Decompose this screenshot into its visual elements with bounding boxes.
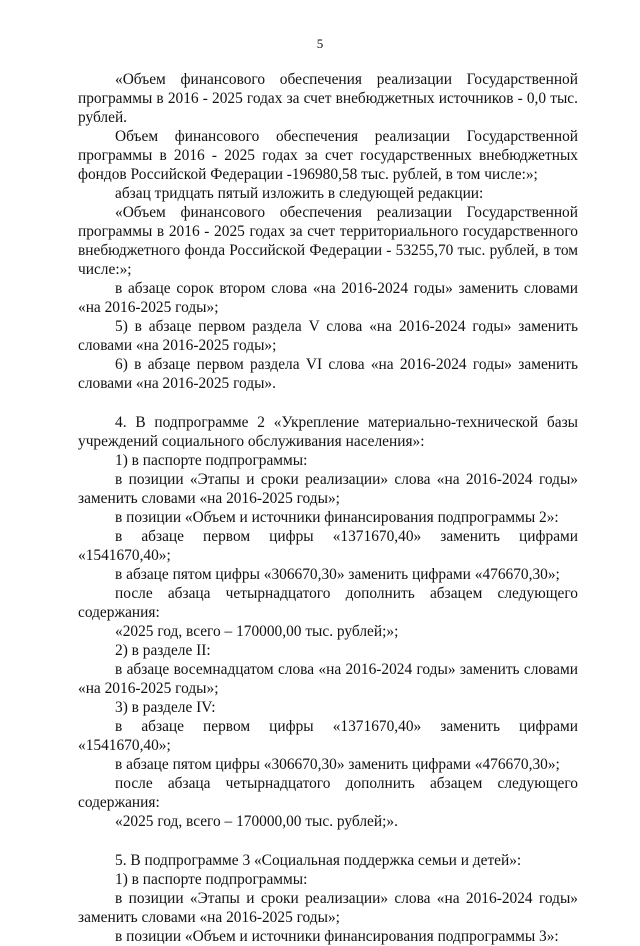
paragraph-9: 1) в паспорте подпрограммы: (115, 452, 308, 469)
paragraph-7: 6) в абзаце первом раздела VI слова «на 2016-2024 годы» заменить словами «на 2016-2025 годы». (78, 356, 578, 392)
paragraph-14: после абзаца четырнадцатого дополнить абзацем следующего содержания: (78, 585, 578, 621)
paragraph-19: в абзаце первом цифры «1371670,40» заменить цифрами «1541670,40»; (78, 718, 578, 754)
paragraph-24: 1) в паспорте подпрограммы: (115, 871, 308, 888)
paragraph-1: «Объем финансового обеспечения реализации Государственной программы в 2016 - 2025 годах за счет внебюджетных источников - 0,0 тыс. рублей. (78, 71, 578, 126)
paragraph-15: «2025 год, всего – 170000,00 тыс. рублей;»; (115, 623, 399, 640)
paragraph-13: в абзаце пятом цифры «306670,30» заменить цифрами «476670,30»; (115, 566, 560, 583)
paragraph-18: 3) в разделе IV: (115, 699, 216, 716)
paragraph-2: Объем финансового обеспечения реализации Государственной программы в 2016 - 2025 годах за счет государственных внебюджетных фондов Российской Федерации -196980,58 тыс. рублей, в том числе:»; (78, 128, 578, 183)
paragraph-25: в позиции «Этапы и сроки реализации» слова «на 2016-2024 годы» заменить словами «на 2016-2025 годы»; (78, 890, 578, 926)
paragraph-6: 5) в абзаце первом раздела V слова «на 2016-2024 годы» заменить словами «на 2016-2025 годы»; (78, 318, 578, 354)
page-number: 5 (316, 36, 324, 51)
paragraph-16: 2) в разделе II: (115, 642, 211, 659)
paragraph-21: после абзаца четырнадцатого дополнить абзацем следующего содержания: (78, 775, 578, 811)
paragraph-17: в абзаце восемнадцатом слова «на 2016-2024 годы» заменить словами «на 2016-2025 годы»; (78, 661, 578, 697)
paragraph-22: «2025 год, всего – 170000,00 тыс. рублей;». (115, 813, 398, 830)
paragraph-10: в позиции «Этапы и сроки реализации» слова «на 2016-2024 годы» заменить словами «на 2016-2025 годы»; (78, 471, 578, 507)
paragraph-20: в абзаце пятом цифры «306670,30» заменить цифрами «476670,30»; (115, 756, 560, 773)
paragraph-5: в абзаце сорок втором слова «на 2016-2024 годы» заменить словами «на 2016-2025 годы»; (78, 280, 578, 316)
paragraph-26: в позиции «Объем и источники финансирования подпрограммы 3»: (115, 928, 559, 945)
section-5-heading: 5. В подпрограмме 3 «Социальная поддержка семьи и детей»: (115, 852, 522, 869)
document-body (78, 70, 578, 946)
paragraph-12: в абзаце первом цифры «1371670,40» заменить цифрами «1541670,40»; (78, 528, 578, 564)
paragraph-11: в позиции «Объем и источники финансирования подпрограммы 2»: (115, 509, 559, 526)
paragraph-3: абзац тридцать пятый изложить в следующей редакции: (115, 185, 484, 202)
section-4-heading: 4. В подпрограмме 2 «Укрепление материально-технической базы учреждений социального обслуживания населения»: (78, 414, 578, 450)
paragraph-4: «Объем финансового обеспечения реализации Государственной программы в 2016 - 2025 годах за счет территориального государственного внебюджетного фонда Российской Федерации - 53255,70 тыс. рублей, в том числе:»; (78, 204, 578, 278)
